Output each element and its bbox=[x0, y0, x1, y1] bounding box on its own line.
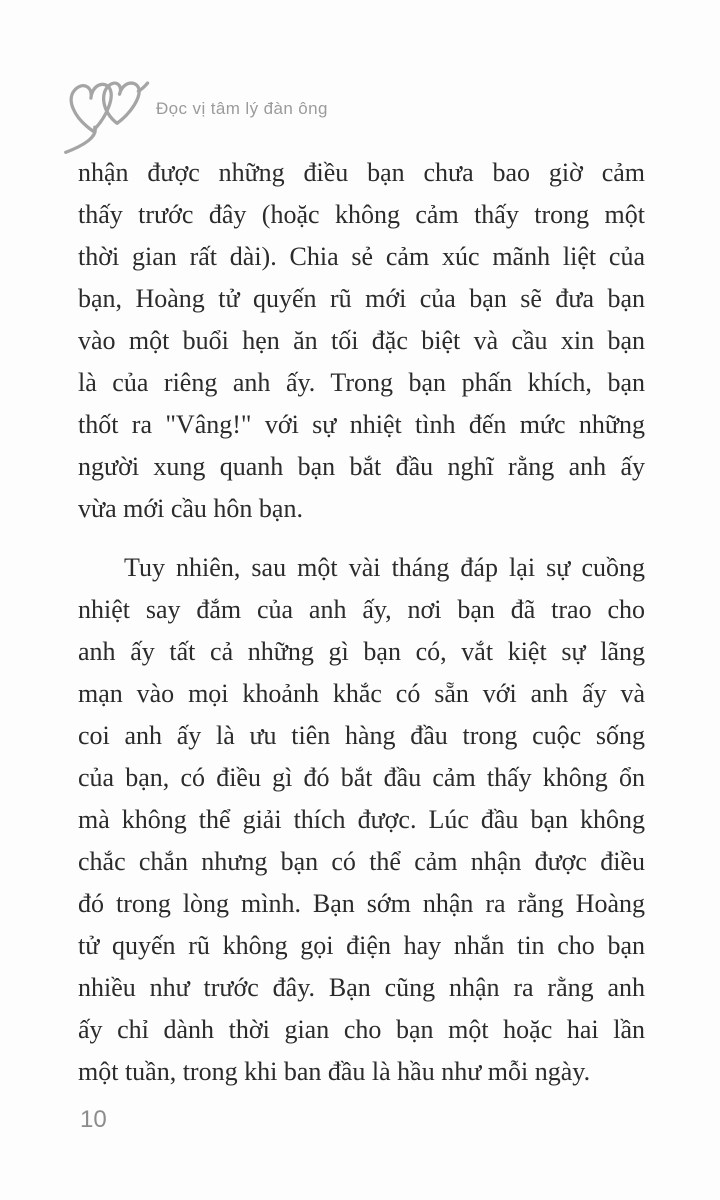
page-number: 10 bbox=[80, 1106, 107, 1133]
text-line: nhận được những điều bạn chưa bao giờ cảm bbox=[78, 158, 645, 187]
text-line: thốt ra "Vâng!" với sự nhiệt tình đến mức những bbox=[78, 410, 645, 439]
page-footer bbox=[80, 1106, 107, 1134]
double-heart-icon bbox=[58, 74, 150, 158]
text-line: vừa mới cầu hôn bạn. bbox=[78, 494, 303, 523]
text-line: bạn, Hoàng tử quyến rũ mới của bạn sẽ đưa bạn bbox=[78, 284, 645, 313]
page-header bbox=[58, 74, 328, 158]
paragraph bbox=[78, 547, 645, 1093]
text-line: ấy chỉ dành thời gian cho bạn một hoặc hai lần bbox=[78, 1015, 645, 1044]
text-line: đó trong lòng mình. Bạn sớm nhận ra rằng Hoàng bbox=[78, 889, 645, 918]
text-line: coi anh ấy là ưu tiên hàng đầu trong cuộc sống bbox=[78, 721, 645, 750]
text-line: thời gian rất dài). Chia sẻ cảm xúc mãnh liệt của bbox=[78, 242, 645, 271]
text-line: mạn vào mọi khoảnh khắc có sẵn với anh ấy và bbox=[78, 679, 645, 708]
text-line: Tuy nhiên, sau một vài tháng đáp lại sự cuồng bbox=[124, 553, 645, 582]
text-line: tử quyến rũ không gọi điện hay nhắn tin cho bạn bbox=[78, 931, 645, 960]
text-line: vào một buổi hẹn ăn tối đặc biệt và cầu xin bạn bbox=[78, 326, 645, 355]
text-line: một tuần, trong khi ban đầu là hầu như mỗi ngày. bbox=[78, 1057, 591, 1086]
text-line: là của riêng anh ấy. Trong bạn phấn khích, bạn bbox=[78, 368, 645, 397]
text-line: thấy trước đây (hoặc không cảm thấy trong một bbox=[78, 200, 645, 229]
text-line: nhiệt say đắm của anh ấy, nơi bạn đã trao cho bbox=[78, 595, 645, 624]
text-line: chắc chắn nhưng bạn có thể cảm nhận được điều bbox=[78, 847, 645, 876]
body-text bbox=[78, 152, 645, 1093]
book-title: Đọc vị tâm lý đàn ông bbox=[156, 99, 328, 118]
text-line: nhiều như trước đây. Bạn cũng nhận ra rằng anh bbox=[78, 973, 645, 1002]
text-line: người xung quanh bạn bắt đầu nghĩ rằng anh ấy bbox=[78, 452, 645, 481]
text-line: anh ấy tất cả những gì bạn có, vắt kiệt sự lãng bbox=[78, 637, 645, 666]
text-line: mà không thể giải thích được. Lúc đầu bạn không bbox=[78, 805, 645, 834]
paragraph bbox=[78, 152, 645, 530]
text-line: của bạn, có điều gì đó bắt đầu cảm thấy không ổn bbox=[78, 763, 645, 792]
